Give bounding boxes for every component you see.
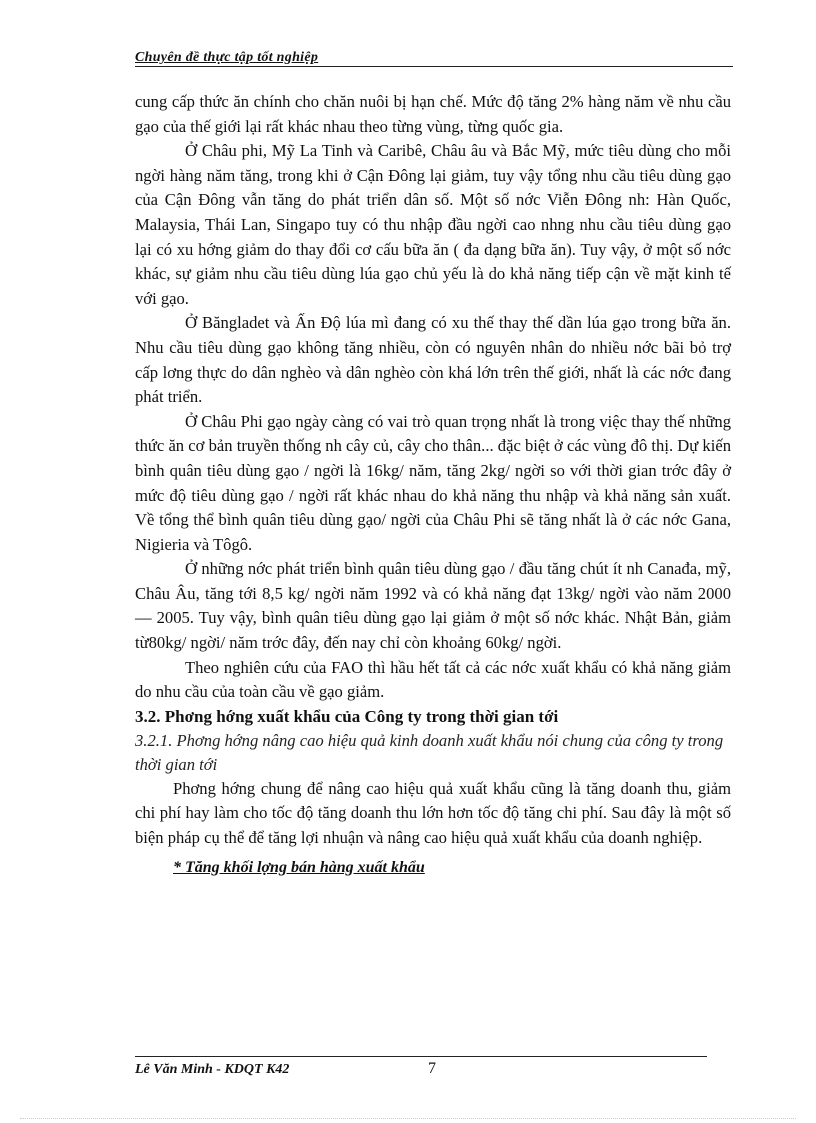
section-paragraph: Phơng hớng chung để nâng cao hiệu quả xuất khẩu cũng là tăng doanh thu, giảm chi phí hay làm cho tốc độ tăng doanh thu lớn hơn tốc độ tăng chi phí. Sau đây là một số biện pháp cụ thể để tăng lợi nhuận và nâng cao hiệu quả xuất khẩu của doanh nghiệp. bbox=[135, 778, 731, 848]
footer-author: Lê Văn Minh - KDQT K42 bbox=[135, 1062, 290, 1077]
header-title: Chuyên đề thực tập tốt nghiệp bbox=[135, 50, 319, 65]
paragraph-5: Ở những nớc phát triển bình quân tiêu dùng gạo / đầu tăng chút ít nh Canađa, mỹ, Châu Âu, tăng tới 8,5 kg/ ngời năm 1992 và có khả năng đạt 13kg/ ngời vào năm 2000 — 2005. Tuy vậy, bình quân tiêu dùng gạo lại giảm ở một số nớc khác. Nhật Bản, giảm từ80kg/ ngời/ năm trớc đây, đến nay chỉ còn khoảng 60kg/ ngời. bbox=[135, 559, 731, 653]
paragraph-3: Ở Băngladet và Ấn Độ lúa mì đang có xu thế thay thế dần lúa gạo trong bữa ăn. Nhu cầu tiêu dùng gạo không tăng nhiều, còn có nguyên nhân do nhiều nớc bãi bỏ trợ cấp lơng thực do dân nghèo và dân nghèo còn khá lớn trên thế giới, nhất là các nớc đang phát triển. bbox=[135, 313, 731, 407]
paragraph-6: Theo nghiên cứu của FAO thì hầu hết tất cả các nớc xuất khẩu có khả năng giảm do nhu cầu của toàn cầu về gạo giảm. bbox=[135, 657, 731, 702]
page-header bbox=[135, 48, 733, 67]
page-bottom-border bbox=[20, 1118, 796, 1119]
footer-divider bbox=[135, 1056, 707, 1057]
page-body bbox=[135, 90, 731, 881]
section-heading: 3.2. Phơng hớng xuất khẩu của Công ty trong thời gian tới bbox=[135, 706, 559, 726]
paragraph-4: Ở Châu Phi gạo ngày càng có vai trò quan trọng nhất là trong việc thay thế những thức ăn cơ bản truyền thống nh cây củ, cây cho thân... đặc biệt ở các vùng đô thị. Dự kiến bình quân tiêu dùng gạo / ngời là 16kg/ năm, tăng 2kg/ ngời so với thời gian trớc đây ở mức độ tiêu dùng gạo / ngời rất khác nhau do khả năng thu nhập và khả năng sản xuất. Về tổng thể bình quân tiêu dùng gạo/ ngời của Châu Phi sẽ tăng nhất là ở các nớc Gana, Nigieria và Tôgô. bbox=[135, 411, 731, 554]
paragraph-1: cung cấp thức ăn chính cho chăn nuôi bị hạn chế. Mức độ tăng 2% hàng năm về nhu cầu gạo của thế giới lại rất khác nhau theo từng vùng, từng quốc gia. bbox=[135, 92, 731, 136]
section-bullet: * Tăng khối lợng bán hàng xuất khẩu bbox=[173, 858, 425, 876]
page-number: 7 bbox=[428, 1060, 436, 1077]
paragraph-2: Ở Châu phi, Mỹ La Tinh và Caribê, Châu âu và Bắc Mỹ, mức tiêu dùng cho mỗi ngời hàng năm tăng, trong khi ở Cận Đông lại giảm, tuy vậy tổng nhu cầu tiêu dùng gạo của Cận Đông vẫn tăng do phát triển dân số. Một số nớc Viễn Đông nh: Hàn Quốc, Malaysia, Thái Lan, Singapo tuy có thu nhập đầu ngời cao nhng nhu cầu tiêu dùng gạo lại có xu hớng giảm do thay đổi cơ cấu bữa ăn ( đa dạng bữa ăn). Tuy vậy, ở một số nớc khác, sự giảm nhu cầu tiêu dùng lúa gạo chủ yếu là do khả năng tiếp cận về mặt kinh tế với gạo. bbox=[135, 141, 731, 308]
section-subheading: 3.2.1. Phơng hớng nâng cao hiệu quả kinh doanh xuất khẩu nói chung của công ty trong thời gian tới bbox=[135, 730, 724, 774]
